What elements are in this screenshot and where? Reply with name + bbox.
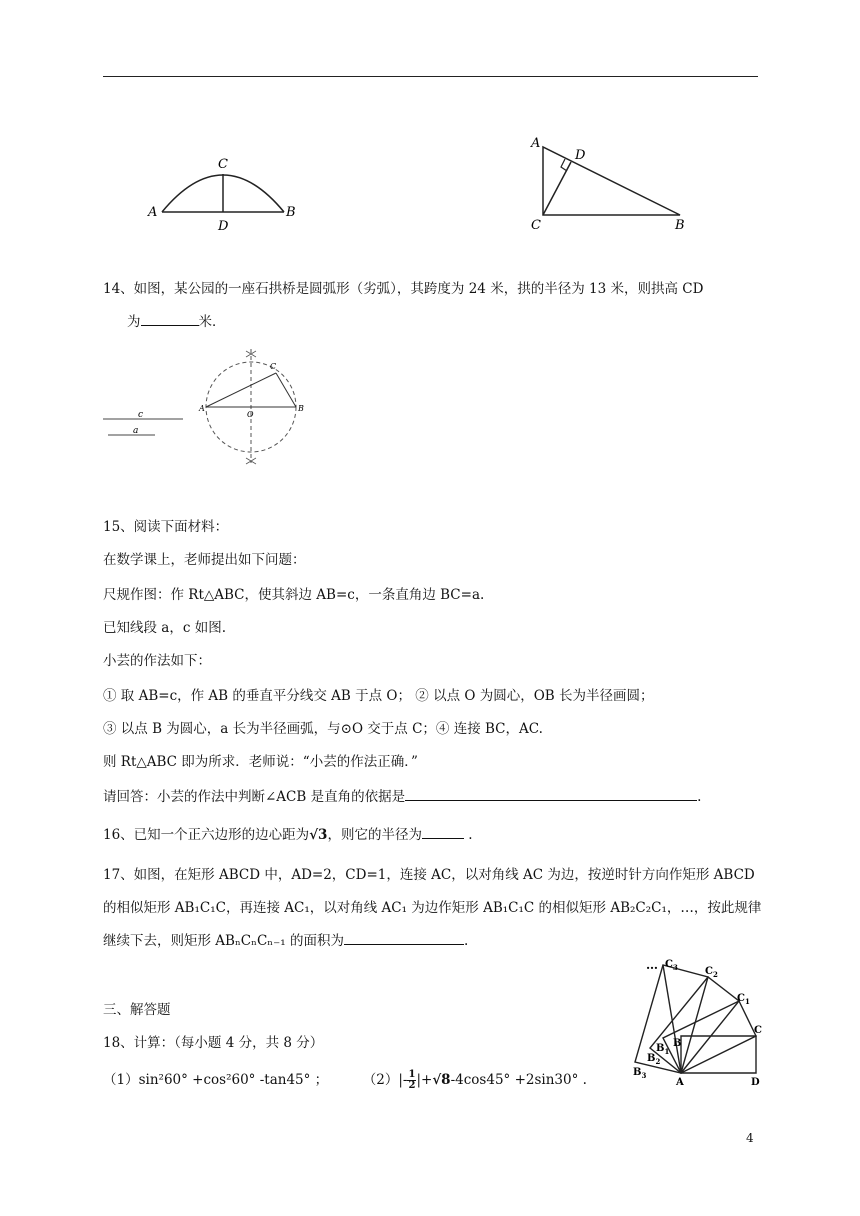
q16-sqrt3: √3 — [309, 827, 328, 843]
altitude-cd — [543, 162, 571, 215]
label-b: B — [298, 404, 304, 413]
q18-title: 18、计算：（每小题 4 分，共 8 分） — [103, 1035, 324, 1051]
label-c: C — [754, 1025, 762, 1036]
label-a: a — [133, 426, 139, 436]
q15-l8: 则 Rt△ABC 即为所求．老师说：“小芸的作法正确．” — [103, 754, 418, 770]
label-b: B — [675, 218, 685, 233]
q18-fraction: $\frac{1}{2}$ — [408, 1069, 416, 1091]
label-c: C — [531, 218, 541, 233]
q18-sqrt8: √8 — [432, 1072, 451, 1088]
q14-answer-blank[interactable] — [141, 313, 199, 326]
label-b2: $B_2$ — [647, 1053, 661, 1066]
q17-answer-blank[interactable] — [344, 932, 464, 945]
label-b3: $B_3$ — [633, 1067, 647, 1080]
header-rule — [103, 76, 758, 77]
q16-line — [103, 826, 473, 844]
q15-answer-blank[interactable] — [405, 788, 697, 801]
q15-l5: 小芸的作法如下： — [103, 653, 211, 669]
label-o: O — [247, 410, 254, 419]
page-number: 4 — [746, 1131, 754, 1145]
q15-l3: 尺规作图：作 Rt△ABC，使其斜边 AB=c，一条直角边 BC=a. — [103, 587, 485, 603]
q15-l2: 在数学课上，老师提出如下问题： — [103, 552, 306, 568]
label-d: D — [218, 219, 229, 234]
label-a: A — [199, 404, 205, 413]
q15-l1: 15、阅读下面材料： — [103, 519, 229, 535]
label-c: C — [270, 362, 277, 371]
label-a: A — [148, 205, 158, 220]
q18-parts — [103, 1070, 587, 1091]
q17-l2: 的相似矩形 AB₁C₁C，再连接 AC₁，以对角线 AC₁ 为边作矩形 AB₁C₁C 的相似矩形 AB₂C₂C₁，…，按此规律 — [103, 900, 762, 916]
right-angle-mark — [561, 159, 567, 171]
label-b: B — [286, 205, 296, 220]
label-d: D — [575, 148, 586, 163]
q14-line1: 14、如图，某公园的一座石拱桥是圆弧形（劣弧），其跨度为 24 米，拱的半径为 13 米，则拱高 CD — [103, 281, 704, 297]
rectangles-figure — [630, 955, 770, 1090]
right-triangle-figure — [525, 133, 695, 235]
arch-figure — [140, 150, 310, 235]
label-a: A — [531, 136, 541, 151]
q15-l9 — [103, 788, 701, 806]
label-b: B — [673, 1038, 682, 1049]
label-c: C — [218, 157, 228, 172]
q17-l3-pre: 继续下去，则矩形 ABₙCₙCₙ₋₁ 的面积为 — [103, 933, 344, 949]
label-c2: $C_2$ — [705, 966, 718, 979]
q17-l1: 17、如图，在矩形 ABCD 中，AD=2，CD=1，连接 AC，以对角线 AC 为边，按逆时针方向作矩形 ABCD — [103, 867, 755, 883]
q17-l3 — [103, 932, 468, 950]
arc-mark-bottom — [246, 458, 256, 464]
q15-l4: 已知线段 a，c 如图. — [103, 620, 226, 636]
q16-pre: 16、已知一个正六边形的边心距为 — [103, 827, 310, 843]
q15-l6: ① 取 AB=c，作 AB 的垂直平分线交 AB 于点 O； ② 以点 O 为圆心，OB 长为半径画圆； — [103, 688, 654, 704]
q14-pre: 为 — [127, 314, 141, 330]
triangle-abc — [543, 147, 680, 215]
q16-mid: ，则它的半径为 — [327, 827, 422, 843]
q16-answer-blank[interactable] — [422, 826, 464, 839]
label-d: D — [751, 1077, 760, 1088]
q14-line2 — [127, 313, 226, 331]
construction-figure — [198, 345, 310, 470]
q18-part1: （1）sin²60° +cos²60° -tan45° ； — [103, 1072, 329, 1088]
label-ellipsis: … — [646, 958, 658, 972]
q16-post: . — [468, 827, 473, 843]
q14-post: 米． — [198, 314, 226, 330]
segments-figure — [100, 405, 190, 440]
q15-l9-post: . — [697, 789, 702, 805]
segment-bc — [276, 373, 296, 407]
q15-l9-pre: 请回答：小芸的作法中判断∠ACB 是直角的依据是 — [103, 789, 406, 805]
label-b1: $B_1$ — [656, 1043, 670, 1056]
q18-part2: （2）|- $\frac{1}{2}$ |+√8-4cos45° +2sin30° . — [362, 1069, 587, 1091]
label-c: c — [138, 410, 144, 420]
label-a: A — [676, 1077, 684, 1088]
q17-l3-post: . — [463, 933, 469, 949]
segment-ac — [206, 373, 276, 407]
section-heading: 三、解答题 — [103, 1002, 171, 1018]
label-c1: $C_1$ — [737, 993, 750, 1006]
q15-l7: ③ 以点 B 为圆心，a 长为半径画弧，与⊙O 交于点 C；④ 连接 BC，AC. — [103, 721, 543, 737]
label-c3: $C_3$ — [665, 959, 678, 972]
